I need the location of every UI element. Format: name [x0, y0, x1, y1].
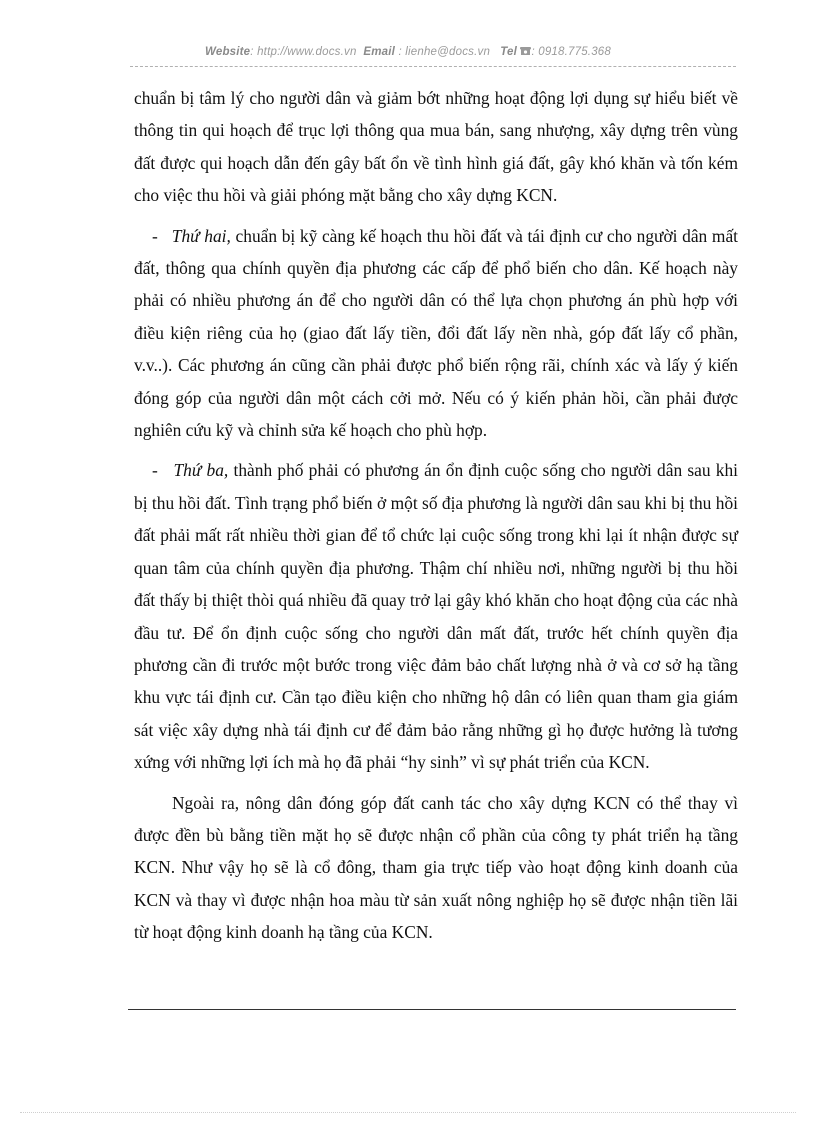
paragraph-2-lead: Thứ hai,	[171, 225, 231, 246]
paragraph-3	[134, 454, 738, 778]
page-header	[0, 46, 816, 58]
page-bottom-border	[20, 1112, 796, 1113]
paragraph-1: chuẩn bị tâm lý cho người dân và giảm bớt những hoạt động lợi dụng sự hiểu biết về thông tin qui hoạch để trục lợi thông qua mua bán, sang nhượng, xây dựng trên vùng đất được qui hoạch dẫn đến gây bất ổn về tình hình giá đất, gây khó khăn và tốn kém cho việc thu hồi và giải phóng mặt bằng cho xây dựng KCN.	[134, 88, 738, 206]
website-value[interactable]: : http://www.docs.vn	[250, 46, 357, 58]
bullet-dash: -	[152, 225, 158, 246]
paragraph-2	[134, 220, 738, 447]
website-label: Website	[205, 46, 251, 58]
phone-icon	[520, 46, 531, 58]
header-divider	[130, 66, 736, 67]
email-value[interactable]: : lienhe@docs.vn	[398, 46, 491, 58]
footer-divider	[128, 1009, 736, 1010]
tel-label: Tel	[500, 46, 518, 58]
paragraph-3-text: thành phố phải có phương án ổn định cuộc sống cho người dân sau khi bị thu hồi đất. Tình trạng phổ biến ở một số địa phương là người dân sau khi bị thu hồi đất phải mất rất nhiều thời gian để tổ chức lại cuộc sống trong khi lại ít nhận được sự quan tâm của chính quyền địa phương. Thậm chí nhiều nơi, những người bị thu hồi đất thấy bị thiệt thòi quá nhiều đã quay trở lại gây khó khăn cho hoạt động của các nhà đầu tư. Để ổn định cuộc sống cho người dân mất đất, trước hết chính quyền địa phương cần đi trước một bước trong việc đảm bảo chất lượng nhà ở và cơ sở hạ tầng khu vực tái định cư. Cần tạo điều kiện cho những hộ dân có liên quan tham gia giám sát việc xây dựng nhà tái định cư để đảm bảo rằng những gì họ được hưởng là tương xứng với những lợi ích mà họ đã phải “hy sinh” vì sự phát triển của KCN.	[134, 460, 738, 773]
bullet-dash: -	[152, 460, 158, 481]
tel-value: : 0918.775.368	[531, 46, 611, 58]
paragraph-2-text: chuẩn bị kỹ càng kế hoạch thu hồi đất và tái định cư cho người dân mất đất, thông qua chính quyền địa phương các cấp để phổ biến cho dân. Kế hoạch này phải có nhiều phương án để cho người dân có thể lựa chọn phương án phù hợp với điều kiện riêng của họ (giao đất lấy tiền, đổi đất lấy nền nhà, góp đất lấy cổ phần, v.v..). Các phương án cũng cần phải được phổ biến rộng rãi, chính xác và lấy ý kiến đóng góp của người dân một cách cởi mở. Nếu có ý kiến phản hồi, cần phải được nghiên cứu kỹ và chỉnh sửa kế hoạch cho phù hợp.	[134, 225, 738, 441]
paragraph-3-lead: Thứ ba,	[173, 460, 229, 481]
email-label: Email	[363, 46, 396, 58]
paragraph-4: Ngoài ra, nông dân đóng góp đất canh tác cho xây dựng KCN có thể thay vì được đền bù bằng tiền mặt họ sẽ được nhận cổ phần của công ty phát triển hạ tầng KCN. Như vậy họ sẽ là cổ đông, tham gia trực tiếp vào hoạt động kinh doanh của KCN và thay vì được nhận hoa màu từ sản xuất nông nghiệp họ sẽ được nhận tiền lãi từ hoạt động kinh doanh hạ tầng của KCN.	[134, 792, 738, 943]
document-body	[134, 82, 738, 957]
